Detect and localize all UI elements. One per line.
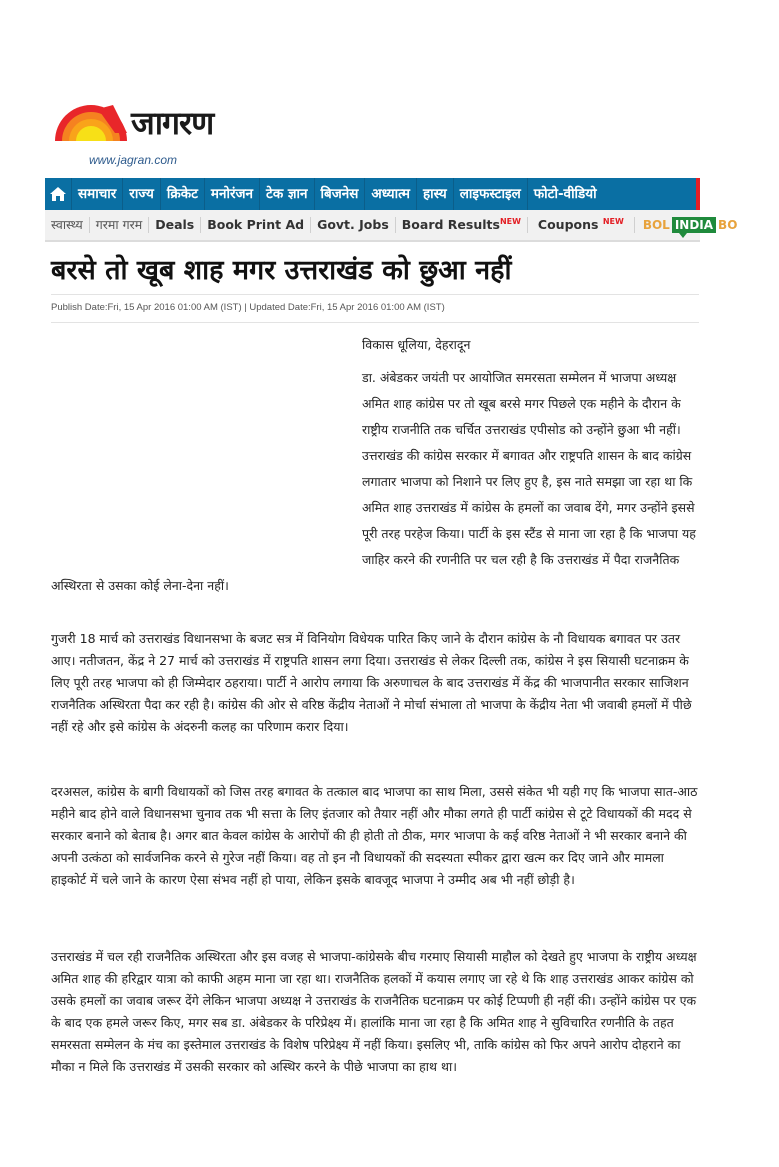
home-icon [50,187,66,201]
nav-item-hasya[interactable]: हास्य [417,178,454,210]
publish-dateline: Publish Date:Fri, 15 Apr 2016 01:00 AM (IST) | Updated Date:Fri, 15 Apr 2016 01:00 AM (IST) [51,302,445,313]
nav-item-tech[interactable]: टेक ज्ञान [260,178,315,210]
article-paragraph: गुजरी 18 मार्च को उत्तराखंड विधानसभा के बजट सत्र में विनियोग विधेयक पारित किए जाने के दौरान कांग्रेस के नौ विधायक बगावत पर उतर आए। नतीजतन, केंद्र ने 27 मार्च को उत्तराखंड में राष्ट्रपति शासन लगा दिया। उत्तराखंड से लेकर दिल्ली तक, कांग्रेस ने इस सियासी घटनाक्रम के लिए पूरी तरह भाजपा को ही जिम्मेदार ठहराया। पार्टी ने आरोप लगाया कि अरुणाचल के बाद उत्तराखंड में केंद्र की भाजपानीत सरकार साजिशन राजनैतिक अस्थिरता पैदा कर रही है। कांग्रेस की ओर से वरिष्ठ केंद्रीय नेताओं ने मोर्चा संभाला तो भाजपा के केंद्रीय नेता भी जवाबी हमलों में पीछे नहीं रहे और इसे कांग्रेस के अंदरुनी कलह का परिणाम करार दिया। [51,631,692,734]
secondary-nav [45,210,738,242]
lead-text: डा. अंबेडकर जयंती पर आयोजित समरसता सम्मेलन में भाजपा अध्यक्ष अमित शाह कांग्रेस पर तो खूब बरसे मगर पिछले एक महीने के दौरान के राष्ट्रीय राजनीति तक चर्चित उत्तराखंड एपीसोड को उन्होंने छुआ भी नहीं। उत्तराखंड की कांग्रेस सरकार में बगावत और राष्ट्रपति शासन के बाद कांग्रेस लगातार भाजपा को निशाने पर लिए हुए है, इस नाते समझा जा रहा था कि अमित शाह उत्तराखंड में कांग्रेस के हमलों का जवाब देंगे, मगर उन्होंने इससे पूरी तरह परहेज किया। पार्टी के इस स्टैंड से माना जा रहा है कि भाजपा यह जाहिर करने की रणनीति पर चल रही है कि उत्तराखंड में पैदा राजनैतिक अस्थिरता से उसका कोई लेना-देना नहीं। [51,370,696,593]
logo-wordmark: जागरण [131,104,214,142]
coupons-label: Coupons [537,217,599,232]
subnav-item-board-results[interactable] [396,217,528,233]
subnav-item-swasthya[interactable]: स्वास्थ्य [45,217,90,233]
sun-logo-icon [53,103,129,143]
nav-item-cricket[interactable]: क्रिकेट [161,178,205,210]
nav-home[interactable] [45,178,72,210]
jagran-logo[interactable] [53,103,223,143]
primary-nav [45,178,700,210]
nav-item-business[interactable]: बिजनेस [315,178,366,210]
nav-item-rajya[interactable]: राज्य [123,178,161,210]
site-url[interactable]: www.jagran.com [89,153,178,167]
subnav-item-govt-jobs[interactable]: Govt. Jobs [311,217,396,233]
divider [51,294,699,295]
article-headline: बरसे तो खूब शाह मगर उत्तराखंड को छुआ नहीं [51,255,512,286]
board-results-label: Board Results [401,217,500,232]
nav-red-marker [696,178,700,210]
ad-placeholder [51,365,362,573]
article-paragraph: उत्तराखंड में चल रही राजनैतिक अस्थिरता और इस वजह से भाजपा-कांग्रेसके बीच गरमाए सियासी माहौल को देखते हुए भाजपा के राष्ट्रीय अध्यक्ष अमित शाह की हरिद्वार यात्रा को काफी अहम माना जा रहा था। राजनैतिक हलकों में कयास लगाए जा रहे थे कि शाह उत्तराखंड आकर कांग्रेस को उसके हमलों का जवाब जरूर देंगे लेकिन भाजपा अध्यक्ष ने उत्तराखंड के राजनैतिक घटनाक्रम पर कोई टिप्पणी ही नहीं की। उन्होंने कांग्रेस पर एक के बाद एक हमले जरूर किए, मगर सब डा. अंबेडकर के परिप्रेक्ष्य में। हालांकि माना जा रहा है कि अमित शाह ने सुविचारित रणनीति के तहत समरसता सम्मेलन के मंच का इस्तेमाल उत्तराखंड के विशेष परिप्रेक्ष्य में नहीं किया। इसलिए भी, ताकि कांग्रेस को फिर अपने आरोप दोहराने का मौका न मिले कि उत्तराखंड में उसकी सरकार को अस्थिर करने के पीछे भाजपा का हाथ था। [51,949,697,1074]
nav-item-manoranjan[interactable]: मनोरंजन [205,178,260,210]
article-paragraph: दरअसल, कांग्रेस के बागी विधायकों को जिस तरह बगावत के तत्काल बाद भाजपा का साथ मिला, उससे संकेत भी यही गए कि भाजपा सात-आठ महीने बाद होने वाले विधानसभा चुनाव तक भी सत्ता के लिए इंतजार को तैयार नहीं और मौका लगते ही पार्टी कांग्रेस से टूटे विधायकों की मदद से सरकार बनाने को बेताब है। अगर बात केवल कांग्रेस के आरोपों की ही होती तो ठीक, मगर भाजपा के कई वरिष्ठ नेताओं ने भी सरकार बनाने की अपनी उत्कंठा को सार्वजनिक करने से गुरेज नहीं किया। वह तो इन नौ विधायकों की सदस्यता स्पीकर द्वारा खत्म कर दिए जाने और मामला हाइकोर्ट में चले जाने के कारण ऐसा संभव नहीं हो पाया, लेकिन इसके बावजूद भाजपा ने उम्मीद अब भी नहीं छोड़ी है। [51,784,698,887]
nav-item-lifestyle[interactable]: लाइफस्टाइल [454,178,528,210]
bol-text-cut: BO [718,218,738,232]
nav-item-samachar[interactable]: समाचार [72,178,123,210]
subnav-item-garma-garam[interactable]: गरमा गरम [90,217,149,233]
divider [51,322,699,323]
new-badge: NEW [499,217,521,226]
article-byline: विकास धूलिया, देहरादून [362,337,471,352]
bol-text: BOL [642,218,670,232]
nav-item-photo-video[interactable]: फोटो-वीडियो [533,186,597,202]
subnav-item-book-print-ad[interactable]: Book Print Ad [201,217,311,233]
bol-india-banner[interactable] [635,217,738,233]
subnav-item-coupons[interactable] [528,217,635,233]
article-paragraph-lead [51,365,701,599]
new-badge: NEW [602,217,624,226]
nav-item-adhyatm[interactable]: अध्यात्म [365,178,417,210]
india-badge: INDIA [672,217,716,233]
subnav-item-deals[interactable]: Deals [149,217,201,233]
